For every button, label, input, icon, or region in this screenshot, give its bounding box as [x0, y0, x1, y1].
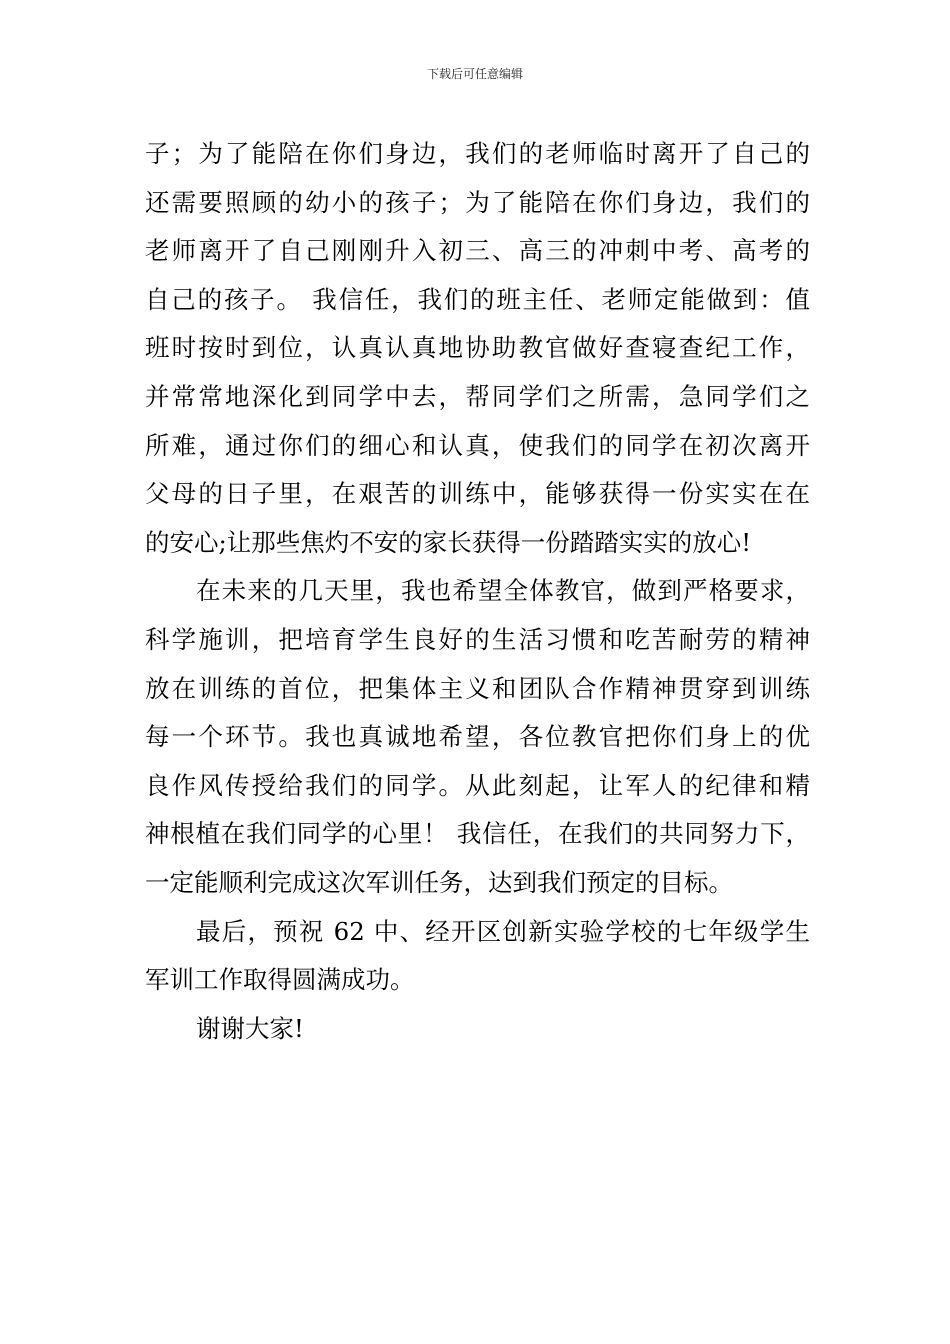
- text-line: 每一个环节。我也真诚地希望，各位教官把你们身上的优: [145, 722, 810, 752]
- text-line: 所难，通过你们的细心和认真，使我们的同学在初次离开: [145, 430, 810, 460]
- paragraph-first-line: 在未来的几天里，我也希望全体教官，做到严格要求，: [196, 576, 810, 606]
- text-line: 神根植在我们同学的心里！ 我信任，在我们的共同努力下，: [145, 819, 810, 849]
- text-line: 父母的日子里，在艰苦的训练中，能够获得一份实实在在: [145, 479, 810, 509]
- text-line: 放在训练的首位，把集体主义和团队合作精神贯穿到训练: [145, 673, 810, 703]
- text-line: 班时按时到位，认真认真地协助教官做好查寝查纪工作，: [145, 333, 810, 363]
- paragraph-first-line: 最后，预祝 62 中、经开区创新实验学校的七年级学生: [196, 916, 810, 946]
- closing-line: 谢谢大家!: [196, 1013, 304, 1043]
- text-line: 的安心;让那些焦灼不安的家长获得一份踏踏实实的放心!: [145, 527, 752, 557]
- text-line: 良作风传授给我们的同学。从此刻起，让军人的纪律和精: [145, 770, 810, 800]
- text-line: 老师离开了自己刚刚升入初三、高三的冲刺中考、高考的: [145, 236, 810, 266]
- text-line: 军训工作取得圆满成功。: [145, 965, 415, 995]
- text-line: 并常常地深化到同学中去，帮同学们之所需，急同学们之: [145, 381, 810, 411]
- text-line: 子；为了能陪在你们身边，我们的老师临时离开了自己的: [145, 139, 810, 168]
- text-line: 一定能顺利完成这次军训任务，达到我们预定的目标。: [145, 867, 733, 897]
- text-line: 科学施训，把培育学生良好的生活习惯和吃苦耐劳的精神: [145, 624, 810, 654]
- text-line: 自己的孩子。 我信任，我们的班主任、老师定能做到：值: [145, 284, 810, 314]
- page-header-note: 下载后可任意编辑: [426, 67, 523, 81]
- document-body: [145, 130, 810, 1053]
- text-line: 还需要照顾的幼小的孩子；为了能陪在你们身边，我们的: [145, 187, 810, 217]
